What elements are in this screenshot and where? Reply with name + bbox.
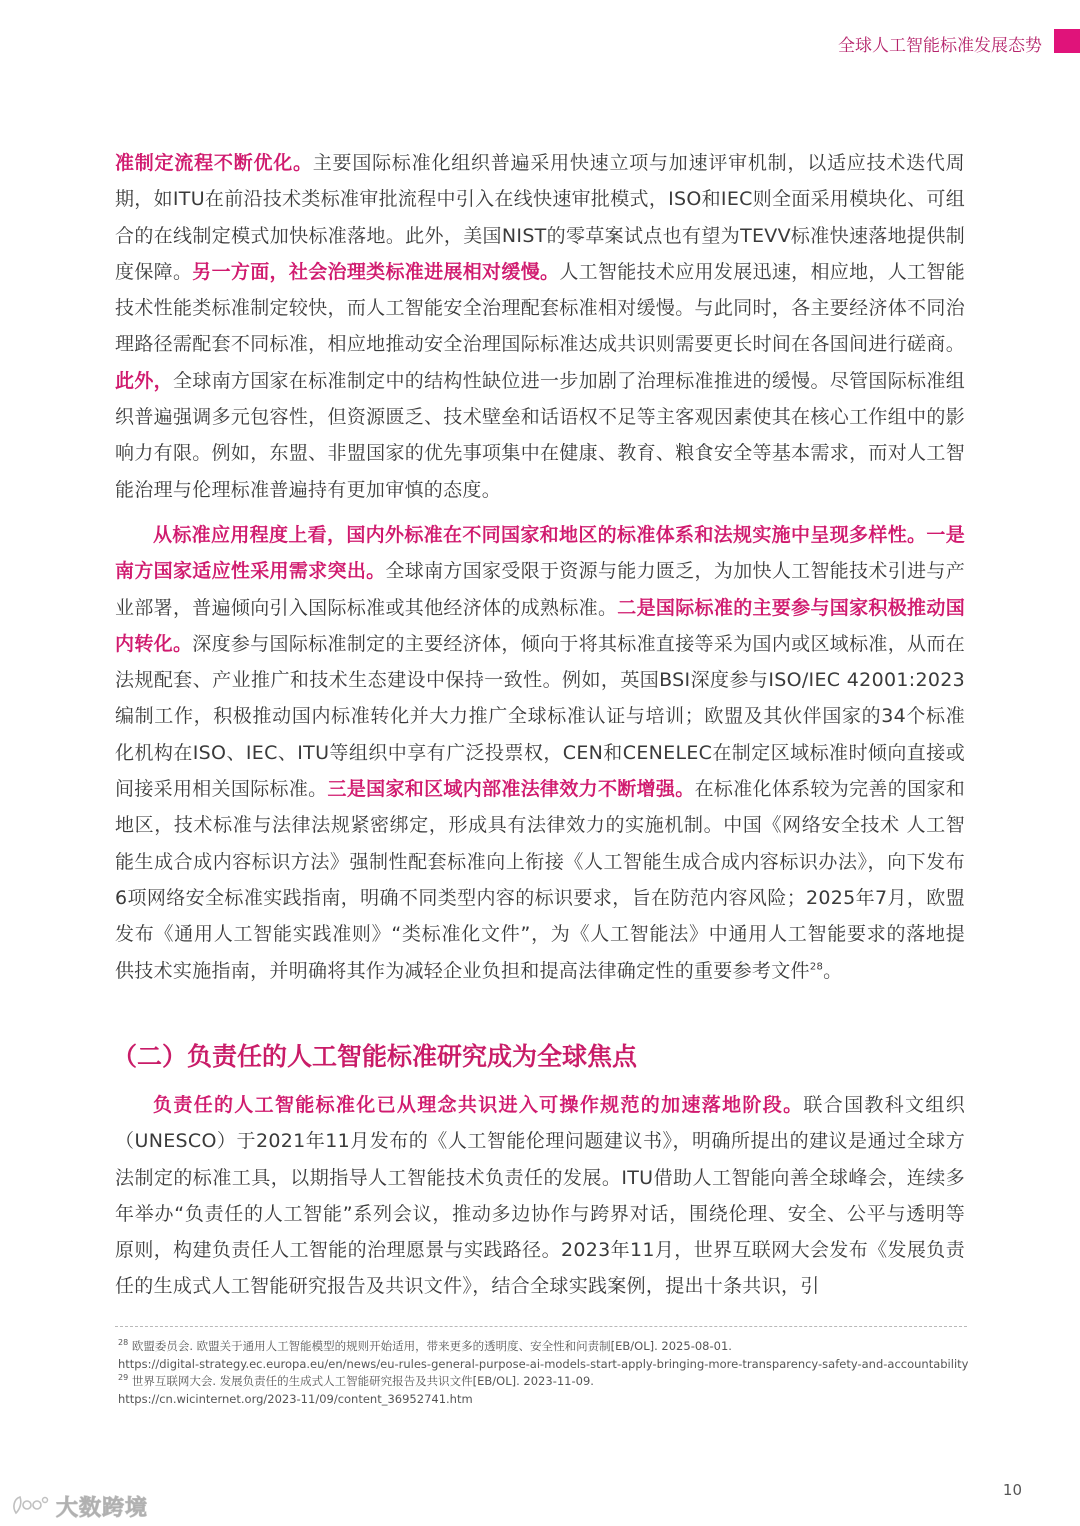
watermark-text: 大数跨境 [56, 1495, 149, 1521]
body-text-run: 全球南方国家受限于资源与能力匮乏，为加快人工智能技术引进与产业部署，普遍倾向引入国际标准或其他经济体的成熟标准。 [115, 560, 965, 619]
header-accent-block [1054, 29, 1080, 53]
highlight-phrase: 此外， [115, 369, 173, 392]
highlight-phrase: 另一方面，社会治理类标准进展相对缓慢。 [192, 260, 560, 283]
footnote-ref-28[interactable]: 28 [809, 961, 824, 973]
highlight-phrase: 负责任的人工智能标准化已从理念共识进入可操作规范的加速落地阶段。 [153, 1094, 804, 1116]
watermark [10, 1490, 148, 1522]
running-header-title: 全球人工智能标准发展态势 [838, 36, 1042, 56]
footnote-29-url[interactable]: https://cn.wicinternet.org/2023-11/09/content_36952741.htm [118, 1391, 473, 1406]
body-text-run: 。 [823, 959, 843, 982]
highlight-phrase: 准制定流程不断优化。 [115, 152, 313, 174]
section-heading: （二）负责任的人工智能标准研究成为全球焦点 [112, 1042, 638, 1071]
body-text-run: 主要国际标准化组织普遍采用快速立项与加速评审机制，以适应技术迭代周期，如ITU在前沿技术类标准审批流程中引入在线快速审批模式，ISO和IEC则全面采用模块化、可组合的在线制定模式加快标准落地。此外，美国NIST的零草案试点也有望为TEVV标准快速落地提供制度保障。 [115, 152, 966, 283]
footnote-number: 28 [118, 1338, 129, 1348]
footnote-divider [115, 1326, 967, 1327]
footnote-28-url[interactable]: https://digital-strategy.ec.europa.eu/en/news/eu-rules-general-purpose-ai-models-start-apply-bringing-more-transparency-safety-and-accountability [118, 1356, 969, 1371]
body-text-run: 深度参与国际标准制定的主要经济体，倾向于将其标准直接等采为国内或区域标准，从而在法规配套、产业推广和技术生态建设中保持一致性。例如，英国BSI深度参与ISO/IEC 42001:2023编制工作，积极推动国内标准转化并大力推广全球标准认证与培训；欧盟及其伙伴国家的34个标准化机构在ISO、IEC、ITU等组织中享有广泛投票权，CEN和CENELEC在制定区域标准时倾向直接或间接采用相关国际标准。 [115, 632, 965, 801]
body-text-run: 全球南方国家在标准制定中的结构性缺位进一步加剧了治理标准推进的缓慢。尽管国际标准组织普遍强调多元包容性，但资源匮乏、技术壁垒和话语权不足等主客观因素使其在核心工作组中的影响力有限。例如，东盟、非盟国家的优先事项集中在健康、教育、粮食安全等基本需求，而对人工智能治理与伦理标准普遍持有更加审慎的态度。 [115, 369, 965, 501]
body-text-run: 联合国教科文组织（UNESCO）于2021年11月发布的《人工智能伦理问题建议书》，明确所提出的建议是通过全球方法制定的标准工具，以期指导人工智能技术负责任的发展。ITU借助人工智能向善全球峰会，连续多年举办“负责任的人工智能”系列会议，推动多边协作与跨界对话，围绕伦理、安全、公平与透明等原则，构建负责任人工智能的治理愿景与实践路径。2023年11月，世界互联网大会发布《发展负责任的生成式人工智能研究报告及共识文件》，结合全球实践案例，提出十条共识，引 [115, 1094, 965, 1298]
footnote-28 [118, 1338, 973, 1356]
watermark-logo-icon [10, 1491, 50, 1521]
highlight-phrase: 从标准应用程度上看，国内外标准在不同国家和地区的标准体系和法规实施中呈现多样性。一是南方国家适应性采用需求突出。 [115, 524, 965, 583]
footnote-29 [118, 1373, 973, 1391]
footnote-text: 世界互联网大会. 发展负责任的生成式人工智能研究报告及共识文件[EB/OL]. 2023-11-09. [131, 1374, 594, 1388]
body-paragraph-3 [115, 1087, 965, 1305]
footnote-text: 欧盟委员会. 欧盟关于通用人工智能模型的规则开始适用，带来更多的透明度、安全性和问责制[EB/OL]. 2025-08-01. [131, 1339, 732, 1353]
highlight-phrase: 三是国家和区域内部准法律效力不断增强。 [327, 778, 695, 801]
footnote-number: 29 [118, 1373, 129, 1383]
body-text-run: 人工智能技术应用发展迅速，相应地，人工智能技术性能类标准制定较快，而人工智能安全治理配套标准相对缓慢。与此同时，各主要经济体不同治理路径需配套不同标准，相应地推动安全治理国际标准达成共识则需要更长时间在各国间进行磋商。 [115, 260, 965, 356]
body-paragraph-2 [115, 517, 965, 989]
body-paragraph-1 [115, 145, 965, 508]
highlight-phrase: 二是国际标准的主要参与国家积极推动国内转化。 [115, 596, 965, 655]
body-text-run: 在标准化体系较为完善的国家和地区，技术标准与法律法规紧密绑定，形成具有法律效力的实施机制。中国《网络安全技术 人工智能生成合成内容标识方法》强制性配套标准向上衔接《人工智能生成合成内容标识办法》，向下发布6项网络安全标准实践指南，明确不同类型内容的标识要求，旨在防范内容风险；2025年7月，欧盟发布《通用人工智能实践准则》“类标准化文件”，为《人工智能法》中通用人工智能要求的落地提供技术实施指南，并明确将其作为减轻企业负担和提高法律确定性的重要参考文件 [115, 778, 965, 982]
footnotes [118, 1338, 973, 1408]
page-number: 10 [1002, 1481, 1022, 1499]
